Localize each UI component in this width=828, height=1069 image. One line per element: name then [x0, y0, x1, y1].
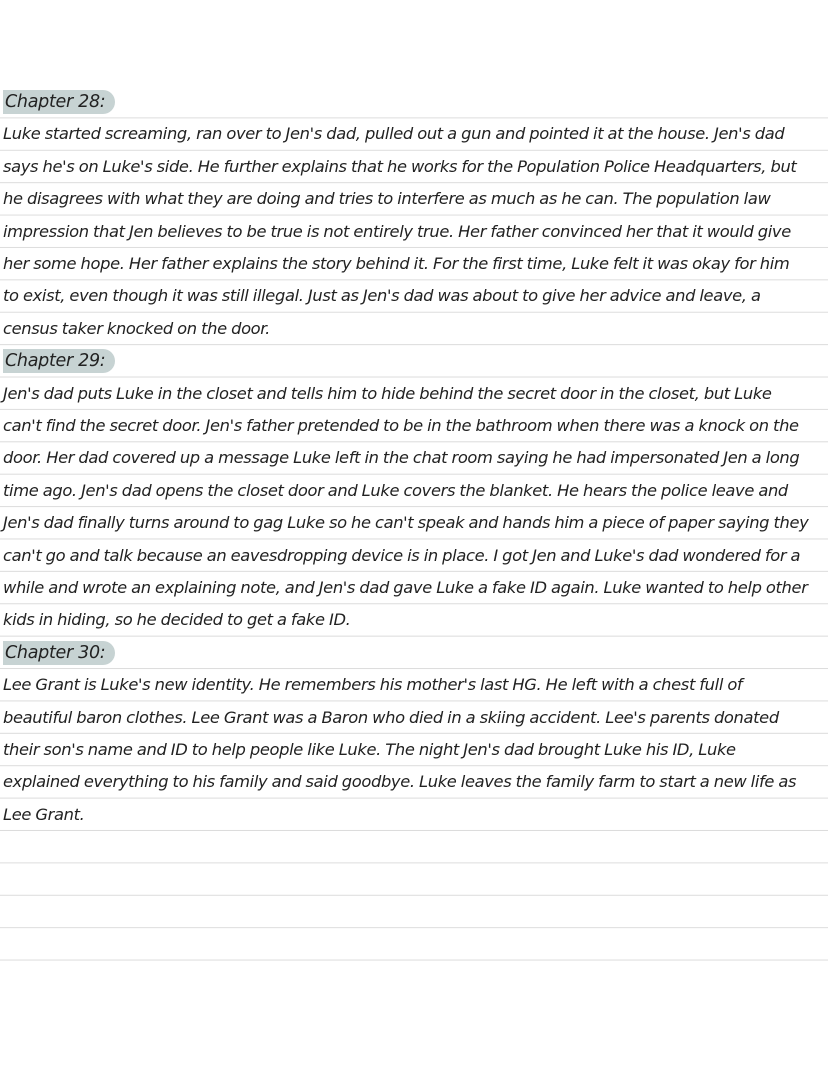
document-content [3, 86, 809, 831]
chapter-30-body: Lee Grant is Luke's new identity. He remembers his mother's last HG. He left with a chest full of beautiful baron clothes. Lee Grant was a Baron who died in a skiing accident. Lee's parents donated their son's name and ID to help people like Luke. The night Jen's dad brought Luke his ID, Luke explained everything to his family and said goodbye. Luke leaves the family farm to start a new life as Lee Grant. [3, 675, 797, 824]
chapter-29-heading: Chapter 29: [3, 349, 115, 373]
chapter-29-section [3, 345, 809, 637]
chapter-30-heading: Chapter 30: [3, 641, 115, 665]
chapter-28-section [3, 86, 809, 345]
chapter-30-section [3, 637, 809, 831]
chapter-29-body: Jen's dad puts Luke in the closet and tells him to hide behind the secret door in the closet, but Luke can't find the secret door. Jen's father pretended to be in the bathroom when there was a knock on the door. Her dad covered up a message Luke left in the chat room saying he had impersonated Jen a long time ago. Jen's dad opens the closet door and Luke covers the blanket. He hears the police leave and Jen's dad finally turns around to gag Luke so he can't speak and hands him a piece of paper saying they can't go and talk because an eavesdropping device is in place. I got Jen and Luke's dad wondered for a while and wrote an explaining note, and Jen's dad gave Luke a fake ID again. Luke wanted to help other kids in hiding, so he decided to get a fake ID. [3, 383, 809, 630]
chapter-28-heading: Chapter 28: [3, 90, 115, 114]
chapter-28-body: Luke started screaming, ran over to Jen's dad, pulled out a gun and pointed it at the house. Jen's dad says he's on Luke's side. He further explains that he works for the Population Police Headquarters, but he disagrees with what they are doing and tries to interfere as much as he can. The population law impression that Jen believes to be true is not entirely true. Her father convinced her that it would give her some hope. Her father explains the story behind it. For the first time, Luke felt it was okay for him to exist, even though it was still illegal. Just as Jen's dad was about to give her advice and leave, a census taker knocked on the door. [3, 124, 797, 338]
